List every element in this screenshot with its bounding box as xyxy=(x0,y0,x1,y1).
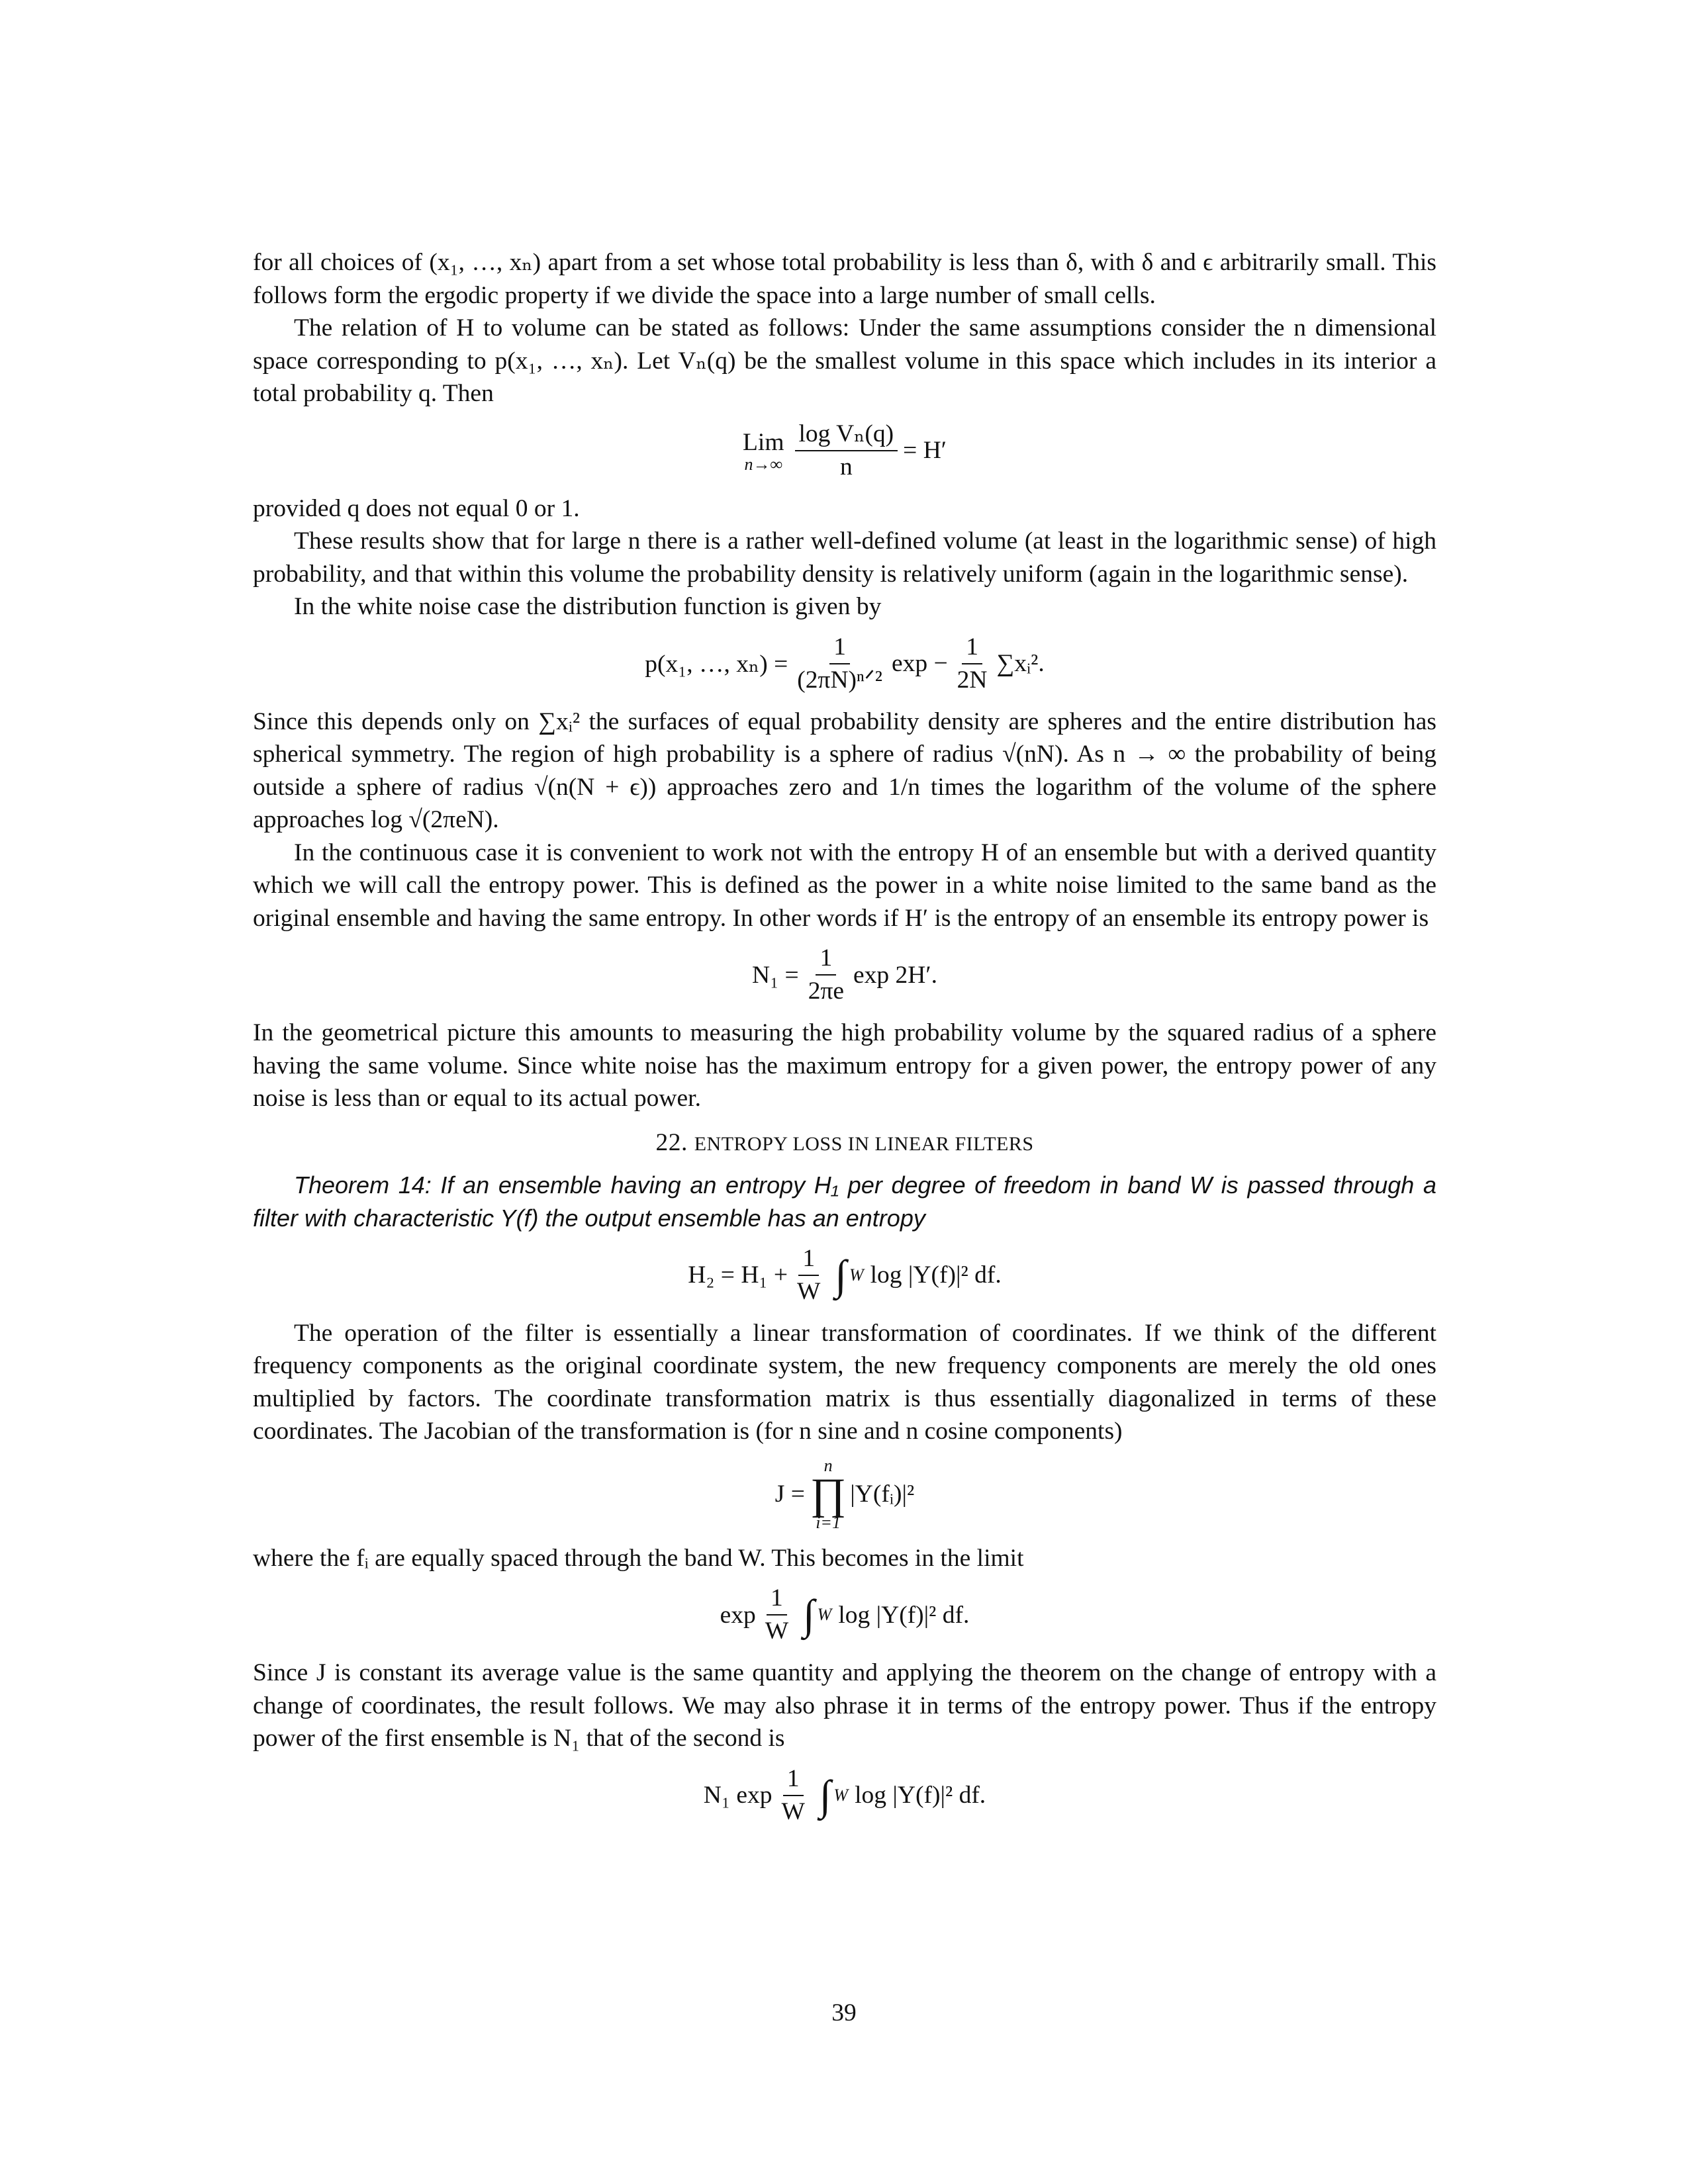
equation-limit: exp $\frac{1}{W}$ ∫ W log |Y(f)|² df. xyxy=(720,1584,970,1645)
paragraph-entropy-power: In the continuous case it is convenient to work not with the entropy H of an ensemble but with a derived quantity which we will call the entropy power. This is defined as the power in a white noise limited to the same band as the original ensemble and having the same entropy. In other words if H′ is the entropy of an ensemble its entropy power is xyxy=(253,839,1436,932)
paragraph-filter-operation: The operation of the filter is essentially a linear transformation of coordinates. If we think of the different frequency components as the original coordinate system, the new frequency components are merely the old ones multiplied by factors. The coordinate transformation matrix is thus essentially diagonalized in terms of these coordinates. The Jacobian of the transformation is (for n sine and n cosine components) xyxy=(253,1319,1436,1445)
equation-h2: H₂ = H₁ + $\frac{1}{W}$ ∫ W log |Y(f)|² df. xyxy=(688,1244,1002,1305)
integral-sign: ∫ xyxy=(835,1251,847,1298)
paragraph-provided: provided q does not equal 0 or 1. xyxy=(253,494,580,522)
section-heading: 22. ENTROPY LOSS IN LINEAR FILTERS xyxy=(655,1128,1034,1156)
paragraph-geometrical: In the geometrical picture this amounts to measuring the high probability volume by the squared radius of a sphere having the same volume. Since white noise has the maximum entropy for a given power, the entropy power of any noise is less than or equal to its actual power. xyxy=(253,1019,1436,1112)
equation-density: p(x₁, …, xₙ) = $\frac{1}{\text{(2πN)ⁿᐟ²}}$ exp − $\frac{1}{2N}$ ∑xᵢ². xyxy=(645,633,1045,694)
paragraph-spherical: Since this depends only on ∑xᵢ² the surfaces of equal probability density are spheres and the entire distribution has spherical symmetry. The region of high probability is a sphere of radius √(nN). As n → ∞ the probability of being outside a sphere of radius √(n(N + ϵ)) approaches zero and 1/n times the logarithm of the volume of the sphere approaches log √(2πeN). xyxy=(253,707,1436,833)
fraction: $\frac{\text{log Vₙ(q)}}{n}$ xyxy=(795,420,898,482)
paragraph-results: These results show that for large n there is a rather well-defined volume (at least in the logarithmic sense) of high probability, and that within this volume the probability density is relatively uniform (again in the logarithmic sense). xyxy=(253,527,1436,588)
fraction: $\frac{1}{W}$ xyxy=(797,1244,821,1305)
paragraph-volume-relation: The relation of H to volume can be stated as follows: Under the same assumptions consider the n dimensional space corresponding to p(x₁, …, xₙ). Let Vₙ(q) be the smallest volume in this space which includes in its interior a total probability q. Then xyxy=(253,314,1436,407)
fraction: $\frac{1}{W}$ xyxy=(781,1764,805,1825)
page-number: 39 xyxy=(831,1999,857,2026)
lim-operator: Lim n→∞ xyxy=(743,429,784,474)
product-operator: n ∏ i=1 xyxy=(810,1455,847,1532)
fraction: $\frac{1}{W}$ xyxy=(765,1584,789,1645)
paragraph-constant-j: Since J is constant its average value is the same quantity and applying the theorem on the change of entropy with a change of coordinates, the result follows. We may also phrase it in terms of the entropy power. Thus if the entropy power of the first ensemble is N₁ that of the second is xyxy=(253,1659,1436,1752)
theorem-14: Theorem 14: If an ensemble having an entropy H₁ per degree of freedom in band W is passed through a filter with characteristic Y(f) the output ensemble has an entropy xyxy=(253,1171,1436,1232)
paragraph-limit: where the fᵢ are equally spaced through the band W. This becomes in the limit xyxy=(253,1544,1024,1572)
fraction: $\frac{1}{2N}$ xyxy=(957,633,988,694)
fraction: $\frac{1}{2\pi e}$ xyxy=(808,944,845,1005)
equation-lim-volume: Lim n→∞ $\frac{\text{log Vₙ(q)}}{n}$ = H′ xyxy=(743,420,947,480)
page-body xyxy=(253,246,1436,1837)
integral-sign: ∫ xyxy=(819,1771,831,1819)
paragraph-ergodic: for all choices of (x₁, …, xₙ) apart from a set whose total probability is less than δ, with δ and ϵ arbitrarily small. This follows form the ergodic property if we divide the space into a large number of small cells. xyxy=(253,249,1436,309)
equation-jacobian: J = n ∏ i=1 |Y(fᵢ)|² xyxy=(774,1455,915,1532)
fraction: $\frac{1}{\text{(2πN)ⁿᐟ²}}$ xyxy=(797,633,882,694)
integral-sign: ∫ xyxy=(803,1591,815,1638)
equation-second-ensemble: N₁ exp $\frac{1}{W}$ ∫ W log |Y(f)|² df. xyxy=(703,1764,986,1825)
equation-entropy-power: N₁ = $\frac{1}{2\pi e}$ exp 2H′. xyxy=(752,944,937,1005)
paragraph-white-noise: In the white noise case the distribution function is given by xyxy=(294,593,882,620)
